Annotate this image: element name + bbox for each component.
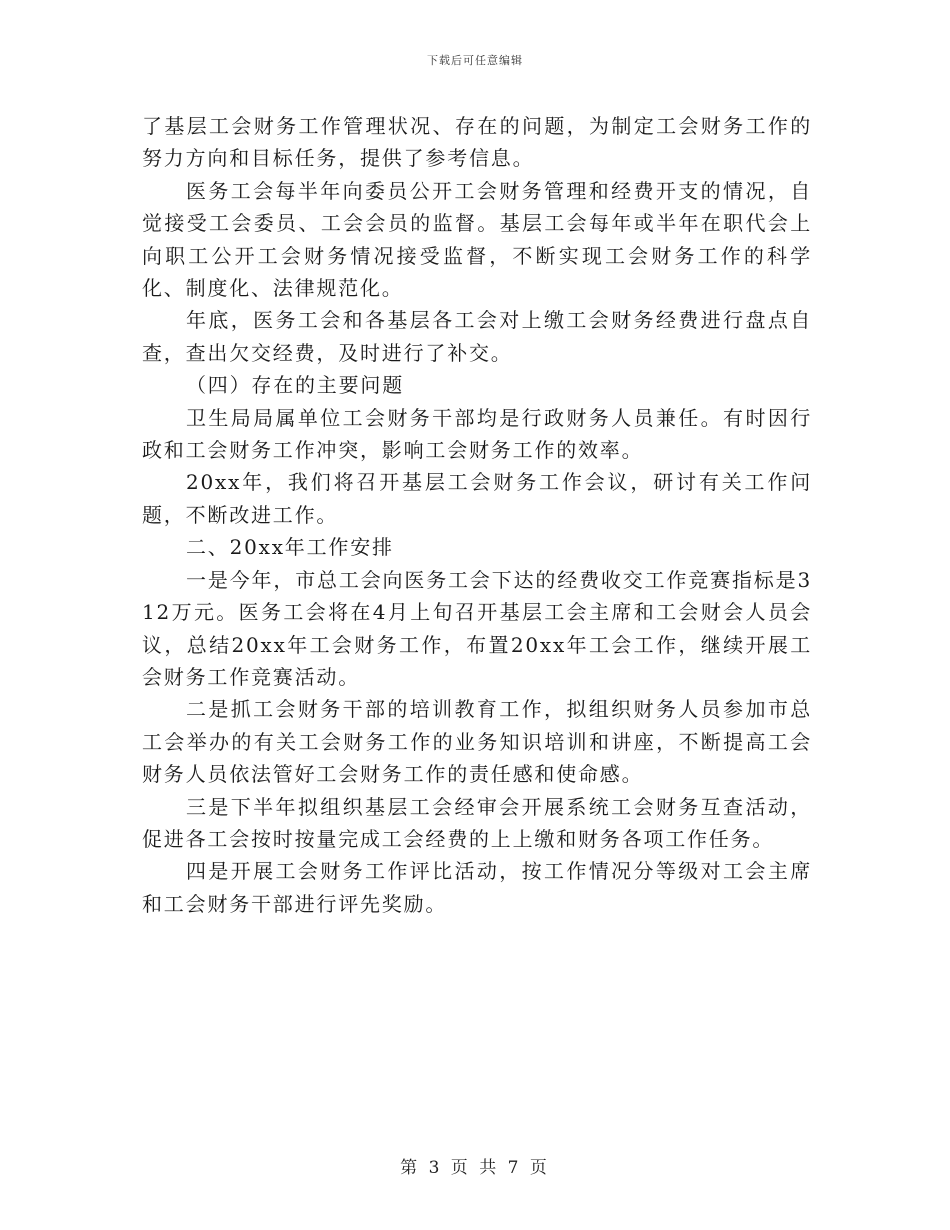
paragraph-11: 四是开展工会财务工作评比活动，按工作情况分等级对工会主席和工会财务干部进行评先奖励。 <box>142 859 812 916</box>
paragraph-6: 20xx年，我们将召开基层工会财务工作会议，研讨有关工作问题，不断改进工作。 <box>142 470 812 527</box>
section-heading-plan: 二、20xx年工作安排 <box>186 535 394 560</box>
page-header: 下载后可任意编辑 <box>427 54 523 67</box>
section-heading-issues: （四）存在的主要问题 <box>186 373 404 398</box>
page-number: 第 3 页 共 7 页 <box>400 1158 550 1178</box>
paragraph-2: 医务工会每半年向委员公开工会财务管理和经费开支的情况，自觉接受工会委员、工会会员的监督。基层工会每年或半年在职代会上向职工公开工会财务情况接受监督，不断实现工会财务工作的科学化、制度化、法律规范化。 <box>142 178 812 301</box>
paragraph-3: 年底，医务工会和各基层各工会对上缴工会财务经费进行盘点自查，查出欠交经费，及时进行了补交。 <box>142 308 812 365</box>
paragraph-9: 二是抓工会财务干部的培训教育工作，拟组织财务人员参加市总工会举办的有关工会财务工作的业务知识培训和讲座，不断提高工会财务人员依法管好工会财务工作的责任感和使命感。 <box>142 697 812 787</box>
document-body <box>142 110 812 920</box>
paragraph-1: 了基层工会财务工作管理状况、存在的问题，为制定工会财务工作的努力方向和目标任务，提供了参考信息。 <box>142 114 812 171</box>
paragraph-10: 三是下半年拟组织基层工会经审会开展系统工会财务互查活动，促进各工会按时按量完成工会经费的上上缴和财务各项工作任务。 <box>142 794 812 851</box>
paragraph-5: 卫生局局属单位工会财务干部均是行政财务人员兼任。有时因行政和工会财务工作冲突，影响工会财务工作的效率。 <box>142 405 812 463</box>
paragraph-8: 一是今年，市总工会向医务工会下达的经费收交工作竞赛指标是312万元。医务工会将在4月上旬召开基层工会主席和工会财会人员会议，总结20xx年工会财务工作，布置20xx年工会工作，继续开展工会财务工作竞赛活动。 <box>142 567 812 689</box>
